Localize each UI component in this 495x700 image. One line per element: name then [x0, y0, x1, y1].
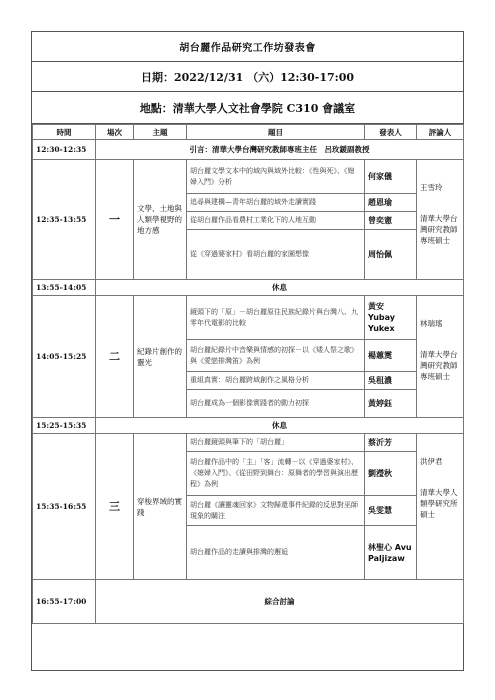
session2-presenter-2: 楊蕙霙: [365, 340, 417, 372]
date-row: [32, 62, 463, 92]
program-venue: 地點：清華大學人文社會學院 C310 會議室: [139, 101, 356, 115]
table-header-row: [33, 125, 464, 140]
session2-time: 14:05-15:25: [33, 296, 96, 418]
session3-number: 三: [96, 434, 134, 580]
session2-reviewer-name: 林瑞瑤: [420, 319, 443, 328]
session1-reviewer: [417, 160, 464, 280]
session3-presenter-2: 劉瀅秋: [365, 452, 417, 496]
break1-time: 13:55-14:05: [33, 280, 96, 296]
session1-presenter-3: 曾奕憲: [365, 212, 417, 230]
session3-topic-3: 胡台麗《讓靈魂回家》文物歸還事件紀錄的反思對巫師現象的關注: [187, 496, 365, 526]
session3-topic-4: 胡台麗作品的走讀與排灣的邂逅: [187, 526, 365, 580]
session3-presenter-1: 蔡沂芳: [365, 434, 417, 452]
session3-reviewer: [417, 434, 464, 580]
closing-time: 16:55-17:00: [33, 580, 96, 624]
session1-topic-2: 追尋與建構—青年胡台麗的域外走讀實踐: [187, 194, 365, 212]
session1-presenter-4: 周怡佩: [365, 230, 417, 280]
schedule-table: [32, 124, 464, 624]
session2-number: 二: [96, 296, 134, 418]
header-topic: 題目: [187, 125, 365, 140]
session1-theme: 文學、土地與人類學視野的地方感: [134, 160, 187, 280]
session3-topic-2: 胡台麗作品中的「主」「客」流轉－以《穿過婆家村》、《媳婦入門》、《從田野到舞台：原舞者的學習與演出歷程》為例: [187, 452, 365, 496]
program-title-row: [32, 32, 463, 62]
program-sheet: [31, 31, 464, 671]
session3-topic-1: 胡台麗鏡頭與筆下的「胡台麗」: [187, 434, 365, 452]
header-session: 場次: [96, 125, 134, 140]
session2-reviewer-affil: 清華大學台灣研究教師專班碩士: [420, 350, 458, 381]
venue-row: [32, 92, 463, 124]
session2-topic-2: 胡台麗紀錄片中音樂與情感的初探－以《矮人祭之歌》與《愛戀排灣笛》為例: [187, 340, 365, 372]
break1-row: [33, 280, 464, 296]
session3-presenter-4: 林聖心 Avu Paljizaw: [365, 526, 417, 580]
session2-row-1: [33, 296, 464, 340]
session1-time: 12:35-13:55: [33, 160, 96, 280]
break2-text: 休息: [96, 418, 464, 434]
header-time: 時間: [33, 125, 96, 140]
session1-topic-1: 胡台麗文學文本中的域內與域外比較：《性與死》、《媳婦入門》分析: [187, 160, 365, 194]
break2-time: 15:25-15:35: [33, 418, 96, 434]
session1-topic-3: 從胡台麗作品看農村工業化下的人地互動: [187, 212, 365, 230]
program-title: 胡台麗作品研究工作坊發表會: [179, 43, 316, 54]
session2-topic-4: 胡台麗成為一個影像實踐者的動力初探: [187, 390, 365, 418]
closing-row: [33, 580, 464, 624]
session3-reviewer-affil: 清華大學人類學研究所碩士: [420, 488, 458, 519]
session2-presenter-3: 吳租濃: [365, 372, 417, 390]
session1-presenter-1: 何家儀: [365, 160, 417, 194]
session2-reviewer: [417, 296, 464, 418]
session1-reviewer-name: 王雪玲: [420, 183, 443, 192]
session1-number: 一: [96, 160, 134, 280]
session3-presenter-3: 吳雯慧: [365, 496, 417, 526]
session3-reviewer-name: 洪伊君: [420, 457, 443, 466]
session3-row-1: [33, 434, 464, 452]
header-theme: 主題: [134, 125, 187, 140]
break2-row: [33, 418, 464, 434]
session2-theme: 紀錄片創作的靈光: [134, 296, 187, 418]
intro-row: [33, 140, 464, 160]
closing-text: 綜合討論: [96, 580, 464, 624]
session3-time: 15:35-16:55: [33, 434, 96, 580]
session1-topic-4: 從《穿過婆家村》看胡台麗的家園想像: [187, 230, 365, 280]
session3-theme: 穿梭界域的實踐: [134, 434, 187, 580]
header-reviewer: 評論人: [417, 125, 464, 140]
header-presenter: 發表人: [365, 125, 417, 140]
break1-text: 休息: [96, 280, 464, 296]
intro-text: 引言：清華大學台灣研究教師專班主任 呂玫鍰副教授: [96, 140, 464, 160]
session1-presenter-2: 趙恩瑜: [365, 194, 417, 212]
session2-presenter-4: 黃婷鈺: [365, 390, 417, 418]
session2-topic-1: 鏡頭下的「原」－胡台麗原住民族紀錄片與台灣八、九零年代電影的比較: [187, 296, 365, 340]
intro-time: 12:30-12:35: [33, 140, 96, 160]
program-date: 日期：2022/12/31 （六）12:30-17:00: [140, 70, 354, 84]
session1-row-1: [33, 160, 464, 194]
session1-reviewer-affil: 清華大學台灣研究教師專班碩士: [420, 214, 458, 245]
session2-topic-3: 重組真實：胡台麗跨域創作之風格分析: [187, 372, 365, 390]
session2-presenter-1: 黃安 Yubay Yukex: [365, 296, 417, 340]
